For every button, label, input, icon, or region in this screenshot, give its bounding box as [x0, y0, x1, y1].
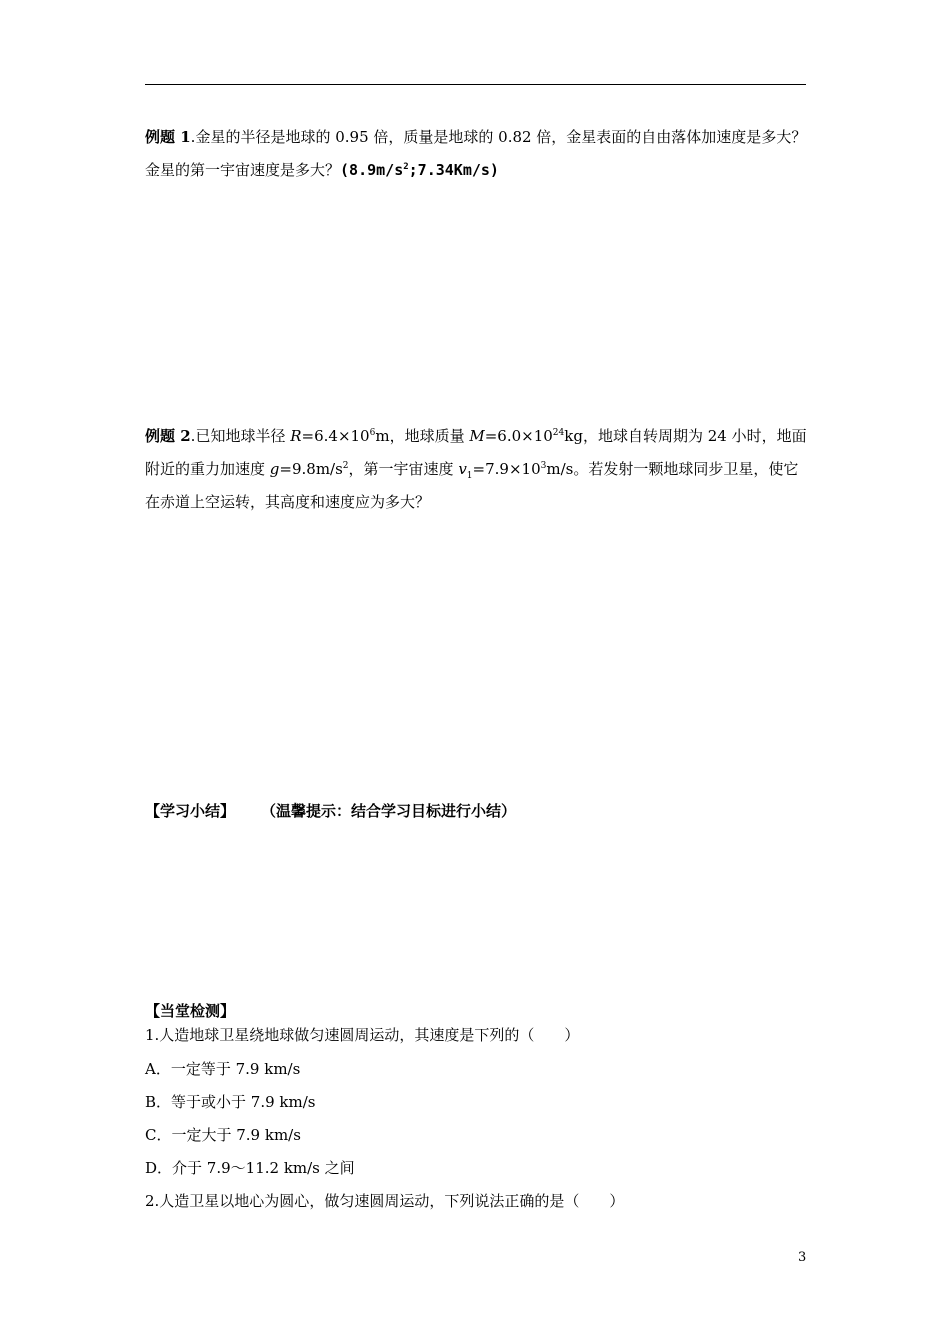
option-a: A．一定等于 7.9 km/s [145, 1060, 301, 1078]
example-1 [145, 121, 807, 187]
question-2: 2.人造卫星以地心为圆心，做匀速圆周运动，下列说法正确的是（ ） [145, 1192, 625, 1210]
example-1-answer: $(8.9m/s^2;7.34Km/s)$ [340, 161, 499, 179]
option-b: B．等于或小于 7.9 km/s [145, 1093, 316, 1111]
page-number: 3 [798, 1250, 807, 1265]
example-1-text: .金星的半径是地球的 0.95 倍，质量是地球的 0.82 倍，金星表面的自由落体加速度是多大？金星的第一宇宙速度是多大？ [145, 128, 807, 179]
option-c: C．一定大于 7.9 km/s [145, 1126, 301, 1144]
option-d: D．介于 7.9～11.2 km/s 之间 [145, 1159, 355, 1177]
summary-hint: （温馨提示：结合学习目标进行小结） [261, 802, 517, 820]
example-1-label: 例题 1 [145, 128, 191, 146]
summary-heading: 【学习小结】 [145, 802, 236, 820]
example-2-label: 例题 2 [145, 427, 191, 445]
example-2: 例题 2.已知地球半径 $R=6.4\times 10^6m$，地球质量 $M=6.0\times 10^{24}kg$，地球自转周期为 24 小时，地面附近的重力加速度 $g=9.8m/s^2$，第一宇宙速度 $v_1=7.9\times 10^3m/s$。若发射一颗地球同步卫星，使它在赤道上空运转，其高度和速度应为多大？ [145, 427, 807, 511]
summary-heading-line [145, 800, 516, 821]
check-heading: 【当堂检测】 [145, 1002, 236, 1020]
question-1: 1.人造地球卫星绕地球做匀速圆周运动，其速度是下列的（ ） [145, 1026, 580, 1044]
header-rule [145, 84, 806, 85]
